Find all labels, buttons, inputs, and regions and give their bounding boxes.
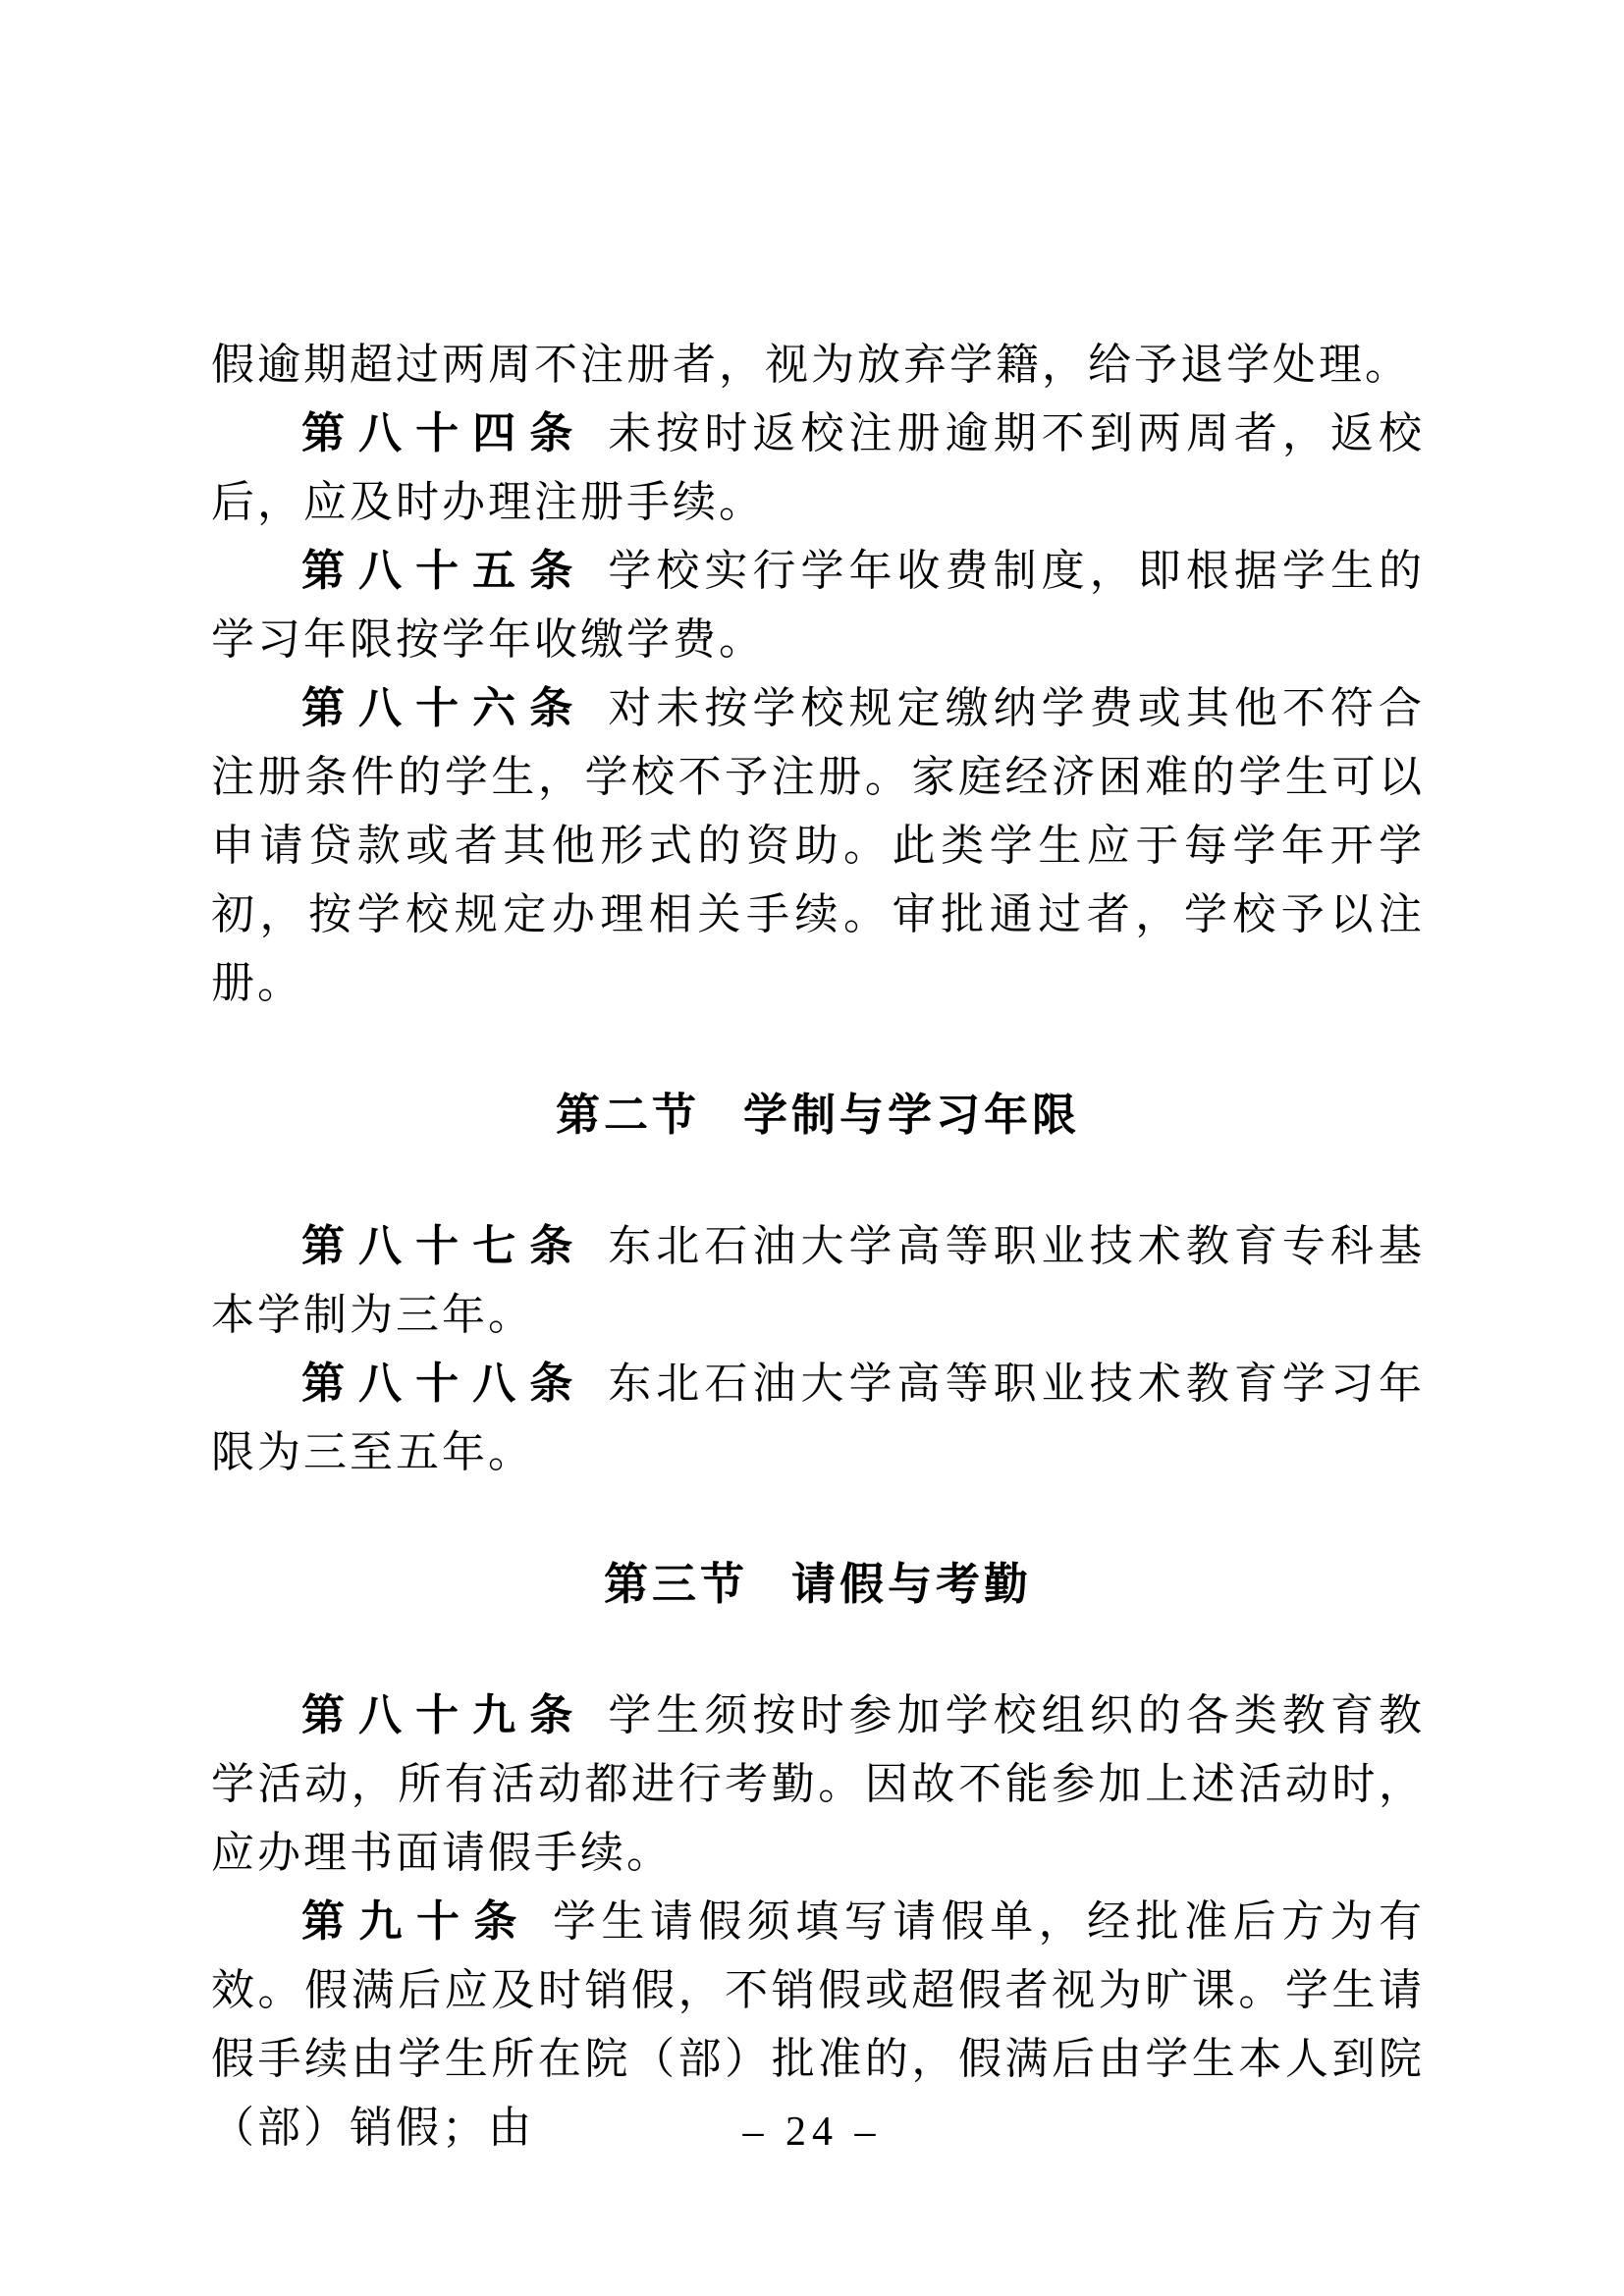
- article-87: [211, 1212, 1425, 1350]
- article-90-label: 第九十条: [301, 1897, 531, 1946]
- paragraph-continuation: 假逾期超过两周不注册者，视为放弃学籍，给予退学处理。: [211, 341, 1411, 389]
- article-85-text: 学校实行学年收费制度，即根据学生的学习年限按学年收缴学费。: [211, 547, 1426, 664]
- article-86: [211, 674, 1425, 1018]
- page-number: – 24 –: [742, 2109, 882, 2155]
- section-heading-3: [211, 1550, 1425, 1619]
- section-heading-2-title: 学制与学习年限: [743, 1091, 1081, 1140]
- article-84: [211, 400, 1425, 537]
- article-85-label: 第八十五条: [301, 547, 587, 595]
- article-88: [211, 1350, 1425, 1487]
- section-heading-3-title: 请假与考勤: [791, 1560, 1033, 1609]
- article-88-label: 第八十八条: [301, 1360, 587, 1408]
- article-89: [211, 1682, 1425, 1888]
- article-84-text: 未按时返校注册逾期不到两周者，返校后，应及时办理注册手续。: [211, 409, 1426, 526]
- page-body: [211, 331, 1425, 2163]
- page-footer: [0, 2109, 1624, 2156]
- article-90-text: 学生请假须填写请假单，经批准后方为有效。假满后应及时销假，不销假或超假者视为旷课。学生请假手续由学生所在院（部）批准的，假满后由学生本人到院（部）销假；由: [211, 1897, 1425, 2152]
- article-86-text: 对未按学校规定缴纳学费或其他不符合注册条件的学生，学校不予注册。家庭经济困难的学生可以申请贷款或者其他形式的资助。此类学生应于每学年开学初，按学校规定办理相关手续。审批通过者，学校予以注册。: [211, 684, 1426, 1007]
- article-87-text: 东北石油大学高等职业技术教育专科基本学制为三年。: [211, 1222, 1426, 1339]
- section-heading-2-number: 第二节: [555, 1091, 700, 1140]
- article-88-text: 东北石油大学高等职业技术教育学习年限为三至五年。: [211, 1360, 1426, 1476]
- article-84-label: 第八十四条: [301, 409, 587, 457]
- article-85: [211, 537, 1425, 674]
- section-heading-3-number: 第三节: [603, 1560, 748, 1609]
- article-89-label: 第八十九条: [301, 1691, 587, 1739]
- article-89-text: 学生须按时参加学校组织的各类教育教学活动，所有活动都进行考勤。因故不能参加上述活动时，应办理书面请假手续。: [211, 1691, 1426, 1877]
- article-87-label: 第八十七条: [301, 1222, 587, 1270]
- section-heading-2: [211, 1081, 1425, 1149]
- article-86-label: 第八十六条: [301, 684, 587, 732]
